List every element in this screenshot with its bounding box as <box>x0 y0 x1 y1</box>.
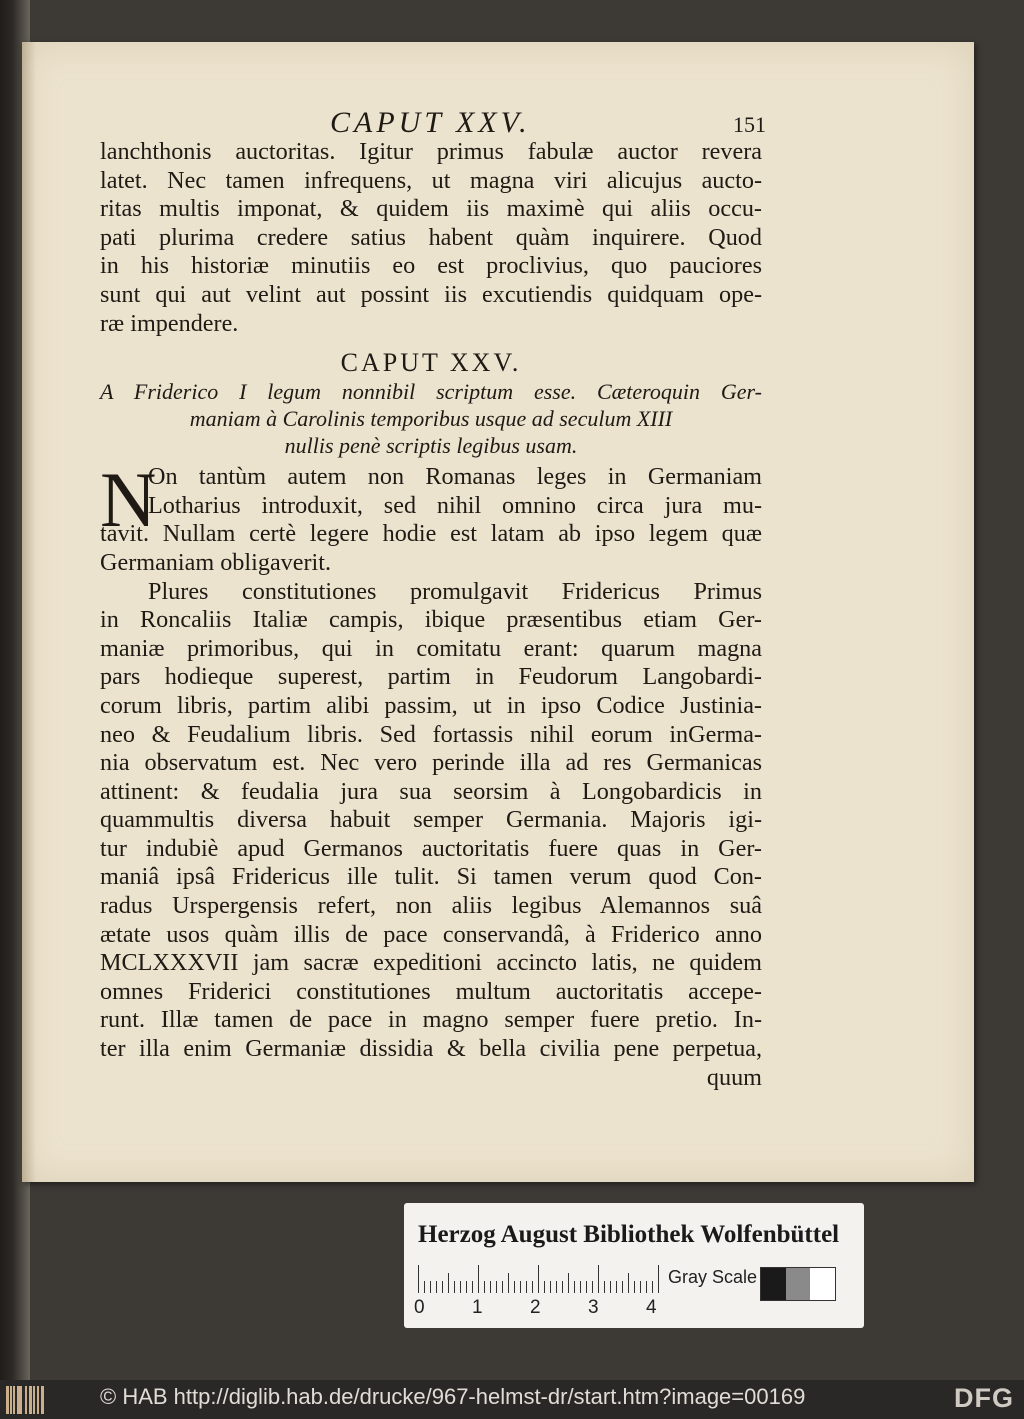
ruler-tick <box>634 1281 635 1293</box>
barcode-icon <box>6 1386 46 1414</box>
ruler-tick <box>418 1265 419 1293</box>
ruler-number: 4 <box>646 1297 657 1318</box>
text-line: nia observatum est. Nec vero perinde illa ad res Germanicas <box>100 749 762 777</box>
ruler-tick <box>520 1281 521 1293</box>
paragraph-2 <box>100 578 762 1064</box>
ruler-tick <box>454 1281 455 1293</box>
page-text <box>100 100 766 1092</box>
text-line: maniâ ipsâ Fridericus ille tulit. Si tamen verum quod Con- <box>100 863 762 891</box>
library-name: Herzog August Bibliothek Wolfenbüttel <box>418 1221 840 1248</box>
scale-ruler <box>418 1265 658 1293</box>
ruler-tick <box>550 1281 551 1293</box>
viewer-footer <box>0 1380 1024 1419</box>
gray-swatch <box>786 1268 811 1300</box>
text-line: radus Urspergensis refert, non aliis legibus Alemannos suâ <box>100 892 762 920</box>
chapter-title: CAPUT XXV. <box>340 348 522 378</box>
ruler-tick <box>502 1281 503 1293</box>
ruler-tick <box>544 1281 545 1293</box>
ruler-tick <box>424 1281 425 1293</box>
source-url: © HAB http://diglib.hab.de/drucke/967-helmst-dr/start.htm?image=00169 <box>100 1384 806 1409</box>
dfg-logo: DFG <box>954 1383 1014 1413</box>
text-line: Germaniam obligaverit. <box>100 548 332 576</box>
ruler-tick <box>526 1281 527 1293</box>
ruler-number: 2 <box>530 1297 541 1318</box>
ruler-tick <box>640 1281 641 1293</box>
text-line: maniæ primoribus, qui in comitatu erant: quarum magna <box>100 634 762 662</box>
summary-line: A Friderico I legum nonnibil scriptum esse. Cæteroquin Ger- <box>100 379 762 405</box>
text-line: attinent: & feudalia jura sua seorsim à Longobardicis in <box>100 777 762 805</box>
text-line: runt. Illæ tamen de pace in magno semper fuere pretio. In- <box>100 1006 762 1034</box>
text-line: pars hodieque superest, partim in Feudorum Langobardi- <box>100 663 762 691</box>
ruler-tick <box>436 1281 437 1293</box>
text-line: ritas multis imponat, & quidem iis maximè qui aliis occu- <box>100 195 762 223</box>
ruler-tick <box>430 1281 431 1293</box>
ruler-tick <box>442 1281 443 1293</box>
ruler-number: 0 <box>414 1297 425 1318</box>
ruler-tick <box>478 1265 479 1293</box>
gray-scale-label: Gray Scale <box>668 1267 758 1287</box>
text-line: ter illa enim Germaniæ dissidia & bella civilia pene perpetua, <box>100 1035 762 1063</box>
ruler-tick <box>490 1281 491 1293</box>
text-line: ætate usos quàm illis de pace conservandâ, à Friderico anno <box>100 920 762 948</box>
text-line: ræ impendere. <box>100 309 239 337</box>
gray-swatch <box>761 1268 786 1300</box>
text-line: in Roncaliis Italiæ campis, ibique præsentibus etiam Ger- <box>100 606 762 634</box>
ruler-tick <box>448 1273 449 1293</box>
ruler-tick <box>514 1281 515 1293</box>
text-line: MCLXXXVII jam sacræ expeditioni accincto latis, ne quidem <box>100 949 762 977</box>
text-line: corum libris, partim alibi passim, ut in ipso Codice Justinia- <box>100 691 762 719</box>
text-line: neo & Feudalium libris. Sed fortassis nihil eorum inGerma- <box>100 720 762 748</box>
ruler-tick <box>484 1281 485 1293</box>
text-line: in his historiæ minutiis eo est proclivius, quo pauciores <box>100 252 762 280</box>
ruler-tick <box>466 1281 467 1293</box>
text-line: latet. Nec tamen infrequens, ut magna viri alicujus aucto- <box>100 166 762 194</box>
text-line: tavit. Nullam certè legere hodie est latam ab ipso legem quæ <box>100 520 762 548</box>
text-line: Plures constitutiones promulgavit Fridericus Primus <box>148 577 762 605</box>
text-line: lanchthonis auctoritas. Igitur primus fabulæ auctor revera <box>100 138 762 165</box>
ruler-tick <box>622 1281 623 1293</box>
library-color-card <box>404 1203 864 1328</box>
gray-swatch <box>810 1268 835 1300</box>
ruler-number: 3 <box>588 1297 599 1318</box>
text-before-chapter <box>100 138 762 338</box>
text-line: On tantùm autem non Romanas leges in Germaniam <box>148 463 762 491</box>
ruler-tick <box>580 1281 581 1293</box>
ruler-tick <box>472 1281 473 1293</box>
ruler-tick <box>568 1273 569 1293</box>
text-line: tur indubiè apud Germanos auctoritatis fuere quas in Ger- <box>100 834 762 862</box>
ruler-tick <box>556 1281 557 1293</box>
ruler-tick <box>496 1281 497 1293</box>
ruler-tick <box>592 1281 593 1293</box>
paragraph-1 <box>100 456 762 577</box>
running-head <box>100 100 766 139</box>
page-gutter-shadow <box>22 42 36 1182</box>
ruler-tick <box>616 1281 617 1293</box>
chapter-summary <box>100 378 762 459</box>
ruler-tick <box>562 1281 563 1293</box>
text-line: pati plurima credere satius habent quàm inquirere. Quod <box>100 223 762 251</box>
ruler-tick <box>586 1281 587 1293</box>
ruler-tick <box>652 1281 653 1293</box>
running-head-title: CAPUT XXV. <box>330 106 531 139</box>
ruler-number: 1 <box>472 1297 483 1318</box>
catchword: quum <box>706 1063 762 1091</box>
ruler-tick <box>538 1265 539 1293</box>
summary-line: maniam à Carolinis temporibus usque ad seculum XIII <box>189 406 673 432</box>
drop-initial: N <box>100 456 157 544</box>
text-line: omnes Friderici constitutiones multum auctoritatis accepe- <box>100 977 762 1005</box>
text-line: quammultis diversa habuit semper Germania. Majoris igi- <box>100 806 762 834</box>
ruler-tick <box>604 1281 605 1293</box>
ruler-tick <box>628 1273 629 1293</box>
ruler-tick <box>460 1281 461 1293</box>
text-line: Lotharius introduxit, sed nihil omnino circa jura mu- <box>148 491 762 519</box>
summary-line: nullis penè scriptis legibus usam. <box>284 433 578 459</box>
gray-scale-swatches <box>760 1267 836 1301</box>
ruler-tick <box>532 1281 533 1293</box>
ruler-tick <box>508 1273 509 1293</box>
ruler-tick <box>598 1265 599 1293</box>
ruler-tick <box>574 1281 575 1293</box>
text-line: sunt qui aut velint aut possint iis excutiendis quidquam ope- <box>100 280 762 308</box>
ruler-tick <box>646 1281 647 1293</box>
page-number: 151 <box>733 112 766 137</box>
ruler-tick <box>658 1265 659 1293</box>
ruler-tick <box>610 1281 611 1293</box>
